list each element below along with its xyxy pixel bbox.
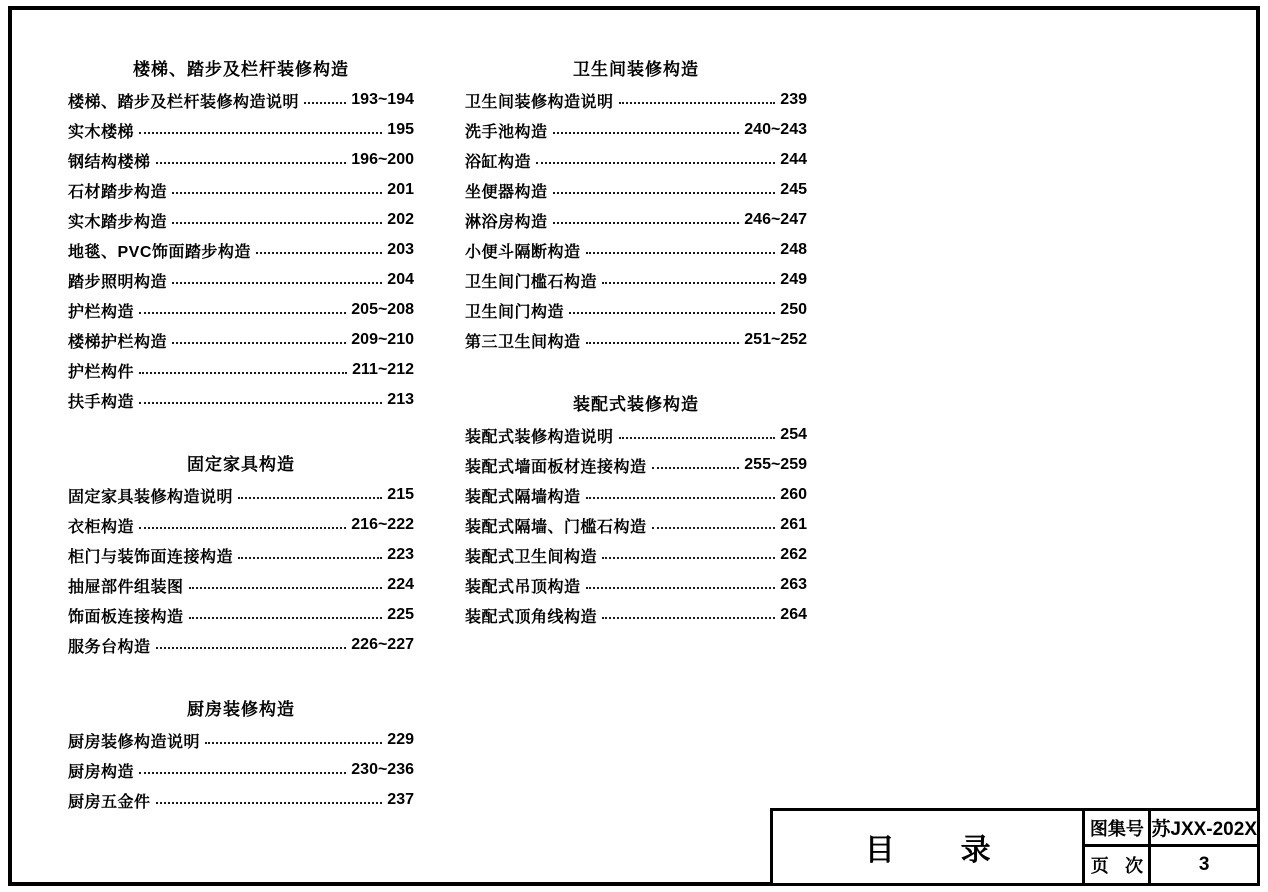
toc-entry bbox=[465, 510, 807, 540]
toc-leader-dots bbox=[553, 222, 740, 224]
toc-entry bbox=[68, 630, 414, 660]
toc-entry-pages: 202 bbox=[387, 211, 414, 228]
toc-entry-pages: 216~222 bbox=[351, 516, 414, 533]
toc-entry-pages: 201 bbox=[387, 181, 414, 198]
toc-entry-label: 厨房构造 bbox=[68, 763, 135, 781]
toc-entry bbox=[68, 785, 414, 815]
toc-entry bbox=[68, 175, 414, 205]
toc-entry bbox=[465, 145, 807, 175]
toc-entry bbox=[465, 600, 807, 630]
toc-entry-label: 楼梯、踏步及栏杆装修构造说明 bbox=[68, 93, 300, 111]
toc-entry bbox=[465, 480, 807, 510]
toc-leader-dots bbox=[238, 497, 382, 499]
toc-entry-pages: 223 bbox=[387, 546, 414, 563]
toc-leader-dots bbox=[172, 192, 382, 194]
title-block-name-cell bbox=[773, 811, 1085, 883]
toc-leader-dots bbox=[619, 102, 776, 104]
toc-entry-pages: 211~212 bbox=[352, 361, 414, 378]
toc-column-right bbox=[465, 55, 807, 630]
toc-leader-dots bbox=[139, 527, 346, 529]
toc-leader-dots bbox=[586, 497, 776, 499]
toc-leader-dots bbox=[139, 772, 346, 774]
toc-leader-dots bbox=[156, 802, 383, 804]
toc-entry-pages: 205~208 bbox=[351, 301, 414, 318]
toc-leader-dots bbox=[536, 162, 775, 164]
toc-entry-label: 小便斗隔断构造 bbox=[465, 243, 581, 261]
toc-entry bbox=[68, 600, 414, 630]
toc-entry-label: 装配式卫生间构造 bbox=[465, 548, 598, 566]
toc-leader-dots bbox=[139, 402, 382, 404]
toc-entry-pages: 251~252 bbox=[744, 331, 807, 348]
toc-entry-label: 抽屉部件组装图 bbox=[68, 578, 184, 596]
toc-entry bbox=[465, 325, 807, 355]
toc-entry bbox=[68, 265, 414, 295]
toc-entry-label: 第三卫生间构造 bbox=[465, 333, 581, 351]
toc-leader-dots bbox=[156, 162, 347, 164]
toc-entry-label: 衣柜构造 bbox=[68, 518, 135, 536]
toc-leader-dots bbox=[602, 282, 775, 284]
toc-entry bbox=[465, 295, 807, 325]
toc-entry-label: 扶手构造 bbox=[68, 393, 135, 411]
section-title: 固定家具构造 bbox=[187, 455, 295, 474]
toc-entry bbox=[465, 265, 807, 295]
toc-leader-dots bbox=[172, 282, 382, 284]
toc-entry-pages: 224 bbox=[387, 576, 414, 593]
toc-entry-label: 淋浴房构造 bbox=[465, 213, 548, 231]
toc-entry bbox=[465, 85, 807, 115]
toc-entry-label: 实木踏步构造 bbox=[68, 213, 168, 231]
toc-entry-pages: 209~210 bbox=[351, 331, 414, 348]
toc-entry bbox=[68, 480, 414, 510]
toc-entry bbox=[465, 420, 807, 450]
toc-leader-dots bbox=[652, 527, 776, 529]
toc-entry-label: 服务台构造 bbox=[68, 638, 151, 656]
toc-entry-label: 护栏构件 bbox=[68, 363, 135, 381]
toc-entry-label: 柜门与装饰面连接构造 bbox=[68, 548, 234, 566]
section-title: 卫生间装修构造 bbox=[573, 60, 699, 79]
toc-leader-dots bbox=[238, 557, 382, 559]
title-block-info-grid bbox=[1085, 811, 1257, 883]
toc-leader-dots bbox=[586, 587, 776, 589]
toc-entry-pages: 193~194 bbox=[351, 91, 414, 108]
toc-entry-label: 卫生间门构造 bbox=[465, 303, 565, 321]
toc-leader-dots bbox=[189, 617, 383, 619]
toc-leader-dots bbox=[569, 312, 775, 314]
title-block bbox=[770, 808, 1260, 886]
toc-entry-pages: 213 bbox=[387, 391, 414, 408]
toc-entry bbox=[465, 115, 807, 145]
doc-title: 目录 bbox=[864, 834, 1057, 867]
toc-column-left bbox=[68, 55, 414, 815]
toc-entry-label: 实木楼梯 bbox=[68, 123, 135, 141]
toc-entry-label: 厨房装修构造说明 bbox=[68, 733, 201, 751]
atlas-number-label: 图集号 bbox=[1085, 811, 1151, 847]
toc-entry-label: 固定家具装修构造说明 bbox=[68, 488, 234, 506]
toc-entry-pages: 229 bbox=[387, 731, 414, 748]
toc-entry bbox=[68, 295, 414, 325]
toc-entry-pages: 264 bbox=[780, 606, 807, 623]
toc-leader-dots bbox=[586, 342, 740, 344]
toc-entry-label: 钢结构楼梯 bbox=[68, 153, 151, 171]
section-title: 厨房装修构造 bbox=[187, 700, 295, 719]
toc-leader-dots bbox=[256, 252, 382, 254]
toc-entry-label: 楼梯护栏构造 bbox=[68, 333, 168, 351]
toc-entry-pages: 260 bbox=[780, 486, 807, 503]
toc-entry-pages: 263 bbox=[780, 576, 807, 593]
toc-entry-label: 装配式隔墙构造 bbox=[465, 488, 581, 506]
toc-entry-pages: 237 bbox=[387, 791, 414, 808]
toc-leader-dots bbox=[619, 437, 776, 439]
toc-entry-pages: 249 bbox=[780, 271, 807, 288]
toc-entry bbox=[465, 570, 807, 600]
toc-entry bbox=[68, 235, 414, 265]
toc-entry-pages: 203 bbox=[387, 241, 414, 258]
toc-entry bbox=[465, 540, 807, 570]
toc-entry-label: 洗手池构造 bbox=[465, 123, 548, 141]
toc-entry-pages: 230~236 bbox=[351, 761, 414, 778]
section-title: 楼梯、踏步及栏杆装修构造 bbox=[133, 60, 349, 79]
toc-entry bbox=[68, 540, 414, 570]
toc-entry-pages: 261 bbox=[780, 516, 807, 533]
toc-leader-dots bbox=[553, 192, 776, 194]
toc-leader-dots bbox=[304, 102, 346, 104]
toc-entry-pages: 254 bbox=[780, 426, 807, 443]
section-title: 装配式装修构造 bbox=[573, 395, 699, 414]
toc-leader-dots bbox=[139, 132, 382, 134]
toc-leader-dots bbox=[189, 587, 383, 589]
toc-entry-pages: 248 bbox=[780, 241, 807, 258]
toc-leader-dots bbox=[602, 617, 775, 619]
page-number-value: 3 bbox=[1198, 854, 1210, 875]
toc-leader-dots bbox=[156, 647, 347, 649]
toc-entry-label: 装配式装修构造说明 bbox=[465, 428, 614, 446]
toc-entry bbox=[68, 510, 414, 540]
toc-leader-dots bbox=[586, 252, 776, 254]
toc-entry-label: 卫生间门槛石构造 bbox=[465, 273, 598, 291]
toc-entry-pages: 262 bbox=[780, 546, 807, 563]
toc-entry bbox=[465, 205, 807, 235]
toc-entry-pages: 245 bbox=[780, 181, 807, 198]
toc-entry-pages: 255~259 bbox=[744, 456, 807, 473]
toc-entry-label: 厨房五金件 bbox=[68, 793, 151, 811]
toc-entry bbox=[68, 570, 414, 600]
toc-leader-dots bbox=[602, 557, 775, 559]
toc-entry-label: 装配式吊顶构造 bbox=[465, 578, 581, 596]
toc-entry-label: 坐便器构造 bbox=[465, 183, 548, 201]
toc-leader-dots bbox=[139, 312, 346, 314]
toc-entry-pages: 195 bbox=[387, 121, 414, 138]
toc-entry bbox=[465, 235, 807, 265]
toc-entry bbox=[68, 85, 414, 115]
toc-entry bbox=[465, 450, 807, 480]
toc-entry-pages: 240~243 bbox=[744, 121, 807, 138]
toc-entry-pages: 196~200 bbox=[351, 151, 414, 168]
toc-entry-label: 装配式顶角线构造 bbox=[465, 608, 598, 626]
toc-entry-pages: 204 bbox=[387, 271, 414, 288]
atlas-number-value: 苏JXX-202X bbox=[1151, 811, 1257, 847]
toc-entry-pages: 250 bbox=[780, 301, 807, 318]
toc-entry-pages: 239 bbox=[780, 91, 807, 108]
toc-entry bbox=[68, 115, 414, 145]
toc-entry-label: 浴缸构造 bbox=[465, 153, 532, 171]
toc-entry-pages: 244 bbox=[780, 151, 807, 168]
toc-entry-label: 装配式隔墙、门槛石构造 bbox=[465, 518, 647, 536]
toc-entry-pages: 226~227 bbox=[351, 636, 414, 653]
toc-leader-dots bbox=[553, 132, 740, 134]
toc-entry-label: 地毯、PVC饰面踏步构造 bbox=[68, 243, 251, 261]
toc-entry bbox=[465, 175, 807, 205]
toc-leader-dots bbox=[172, 222, 382, 224]
toc-entry-label: 护栏构造 bbox=[68, 303, 135, 321]
toc-entry-label: 踏步照明构造 bbox=[68, 273, 168, 291]
toc-entry-pages: 215 bbox=[387, 486, 414, 503]
toc-entry-label: 石材踏步构造 bbox=[68, 183, 168, 201]
toc-entry bbox=[68, 325, 414, 355]
page-number-label: 页次 bbox=[1085, 847, 1151, 883]
toc-leader-dots bbox=[139, 372, 347, 374]
toc-entry bbox=[68, 355, 414, 385]
toc-entry-pages: 225 bbox=[387, 606, 414, 623]
toc-entry-label: 饰面板连接构造 bbox=[68, 608, 184, 626]
toc-entry bbox=[68, 755, 414, 785]
toc-entry bbox=[68, 725, 414, 755]
toc-leader-dots bbox=[205, 742, 382, 744]
toc-entry bbox=[68, 385, 414, 415]
toc-entry bbox=[68, 145, 414, 175]
toc-entry-label: 卫生间装修构造说明 bbox=[465, 93, 614, 111]
toc-entry-label: 装配式墙面板材连接构造 bbox=[465, 458, 647, 476]
toc-entry bbox=[68, 205, 414, 235]
toc-leader-dots bbox=[652, 467, 740, 469]
toc-entry-pages: 246~247 bbox=[744, 211, 807, 228]
toc-leader-dots bbox=[172, 342, 346, 344]
